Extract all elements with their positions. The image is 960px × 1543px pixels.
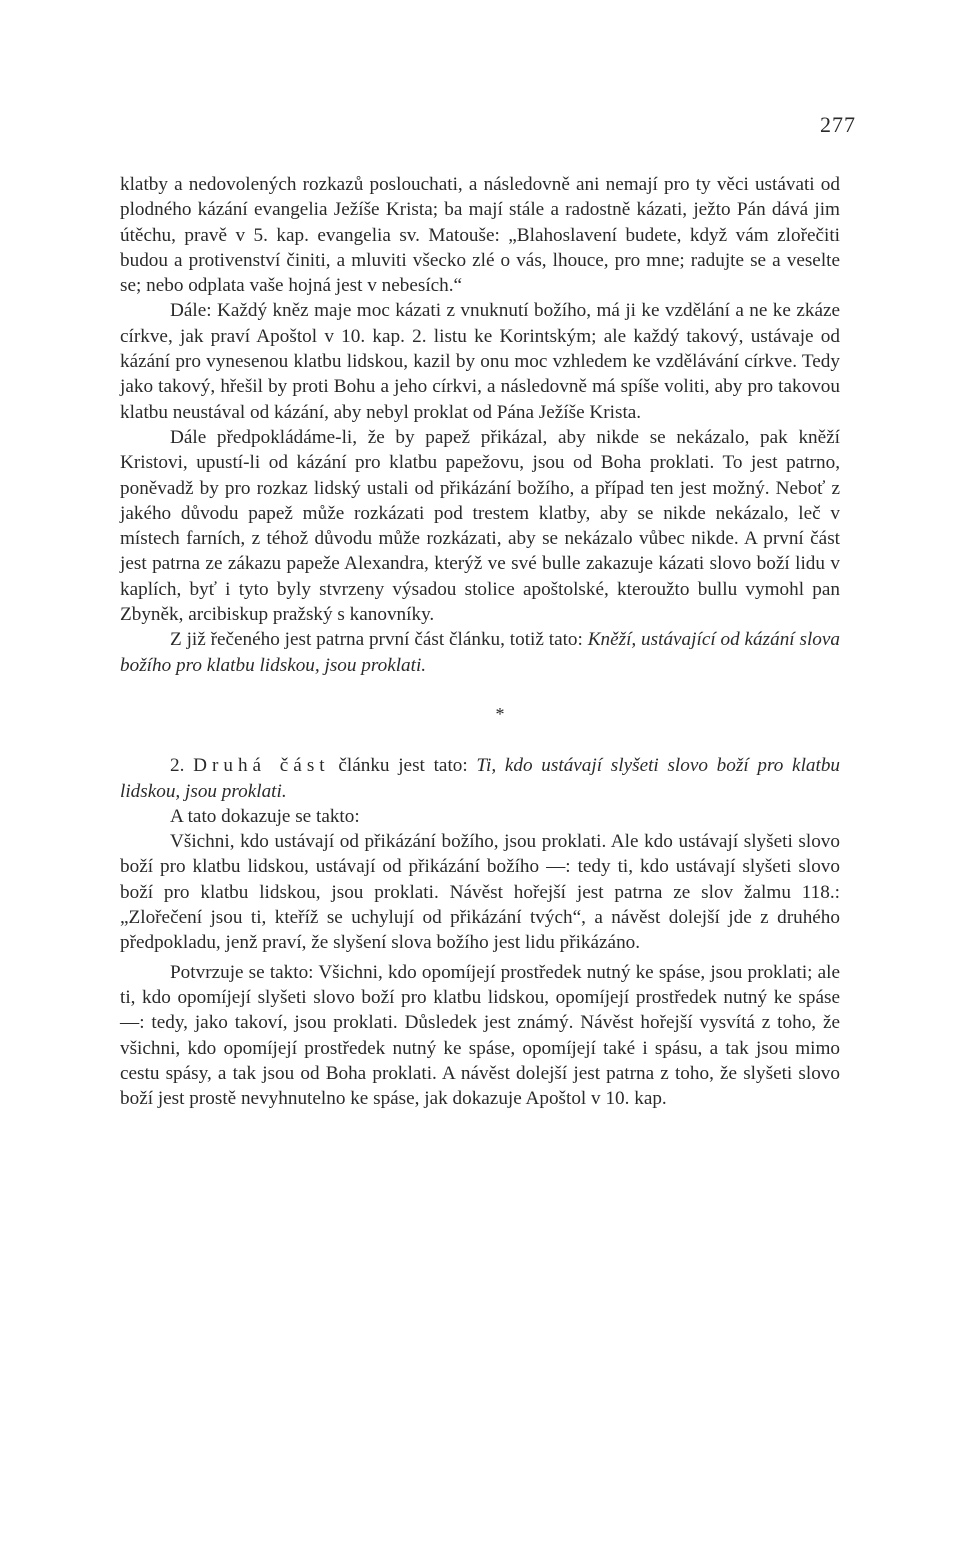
part-two-thesis: Ti, kdo ustávají slyšeti slovo boží pro klatbu lidskou, jsou proklati. <box>120 755 841 802</box>
paragraph-part-two-heading <box>120 753 840 804</box>
part-number: 2. <box>170 755 194 777</box>
body-text <box>120 172 840 1111</box>
section-separator: * <box>495 703 505 724</box>
paragraph-conclusion-part-one <box>120 627 840 678</box>
page-number: 277 <box>820 112 856 137</box>
paragraph-syllogism: Všichni, kdo ustávají od přikázání božího, jsou proklati. Ale kdo ustávají slyšeti slovo boží pro klatbu lidskou, ustávají od přikázání božího —: tedy ti, kdo ustávají slyšeti slovo boží pro klatbu lidskou, jsou proklati. Návěst hořejší jest patrna ze slov žalmu 118.: „Zlořečení jsou ti, kteříž se uchylují od přikázání tvých“, a návěst dolejší jde z druhého předpokladu, jenž praví, že slyšení slova božího jest lidu přikázáno. <box>120 831 840 954</box>
conclusion-lead: Z již řečeného jest patrna první část článku, totiž tato: <box>170 629 588 651</box>
paragraph-proof-intro: A tato dokazuje se takto: <box>170 805 360 827</box>
paragraph-confirmation: Potvrzuje se takto: Všichni, kdo opomíjejí prostředek nutný ke spáse, jsou proklati; ale ti, kdo opomíjejí slyšeti slovo boží pro klatbu lidskou, opomíjejí prostředek nutný ke spáse —: tedy, jako takoví, jsou proklati. Důsledek jest známý. Návěst hořejší vysvítá z toho, že všichni, kdo opomíjejí prostředek nutný ke spáse, opomíjejí také i spásu, a tak jsou mimo cestu spásy, a tak jsou od Boha proklati. A návěst dolejší jest patrna z toho, že slyšeti slovo boží jest prostě nevyhnutelno ke spáse, jak dokazuje Apoštol v 10. kap. <box>120 961 840 1110</box>
conclusion-thesis: Kněží, ustávající od kázání slova božího pro klatbu lidskou, jsou proklati. <box>120 629 840 676</box>
paragraph-papal-command: Dále předpokládáme-li, že by papež přikázal, aby nikde se nekázalo, pak kněží Kristovi, upustí-li od kázání pro klatbu papežovu, jsou od Boha proklati. To jest patrno, poněvadž by pro rozkaz lidský ustali od přikázání božího, a případ ten jest možný. Neboť z jakého důvodu papež může rozkázati pod trestem klatby, aby se nikde nekázalo, leč v místech farních, z téhož důvodu může rozkázati, aby se nekázalo vůbec nikde. A první část jest patrna ze zákazu papeže Alexandra, kterýž ve své bulle zakazuje kázati slovo boží lidu v kaplích, byť i tyto byly stvrzeny výsadou stolice apoštolské, kteroužto bullu vymohl pan Zbyněk, arcibiskup pražský s kanovníky. <box>120 426 840 626</box>
part-label: Druhá část <box>193 755 330 777</box>
part-lead: článku jest tato: <box>329 755 477 777</box>
paragraph-continuation: klatby a nedovolených rozkazů poslouchati, a následovně ani nemají pro ty věci ustávati od plodného kázání evangelia Ježíše Krista; ba mají stále a radostně kázati, ježto Pán dává jim útěchu, pravě v 5. kap. evangelia sv. Matouše: „Blahoslavení budete, když vám zlořečiti budou a protivenství činiti, a mluviti všecko zlé o vás, lhouce, pro mne; radujte se a veselte se; nebo odplata vaše hojná jest v nebesích.“ <box>120 174 840 297</box>
paragraph-priest-authority: Dále: Každý kněz maje moc kázati z vnuknutí božího, má ji ke vzdělání a ne ke zkáze církve, jak praví Apoštol v 10. kap. 2. listu ke Korintským; ale každý takový, ustávaje od kázání pro vynesenou klatbu lidskou, kazil by onu moc vzhledem ke vzdělávání církve. Tedy jako takový, hřešil by proti Bohu a jeho církvi, a následovně má spíše voliti, aby pro takovou klatbu neustával od kázání, aby nebyl proklat od Pána Ježíše Krista. <box>120 300 840 423</box>
